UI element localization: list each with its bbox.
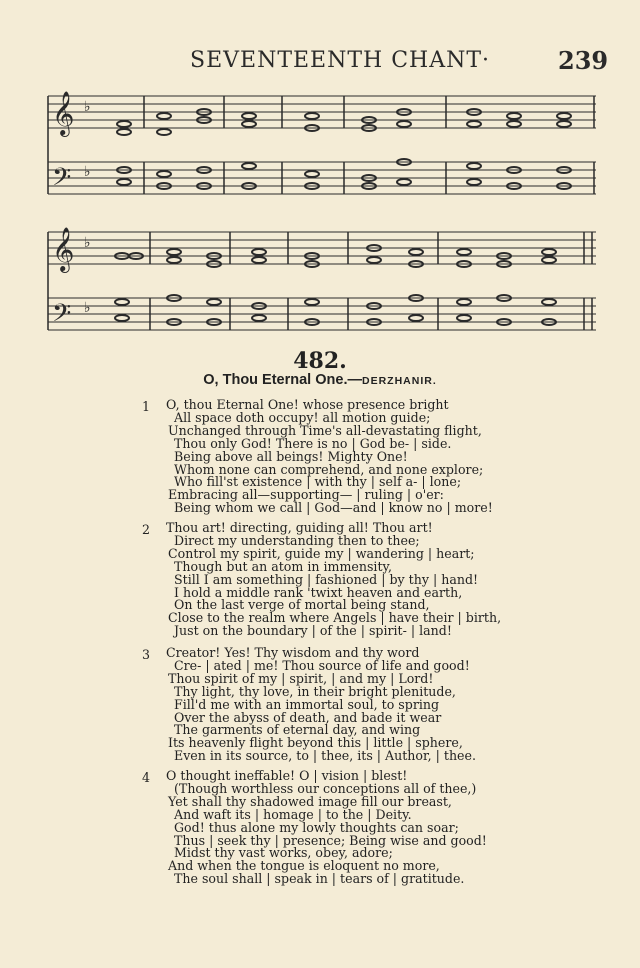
flat-icon: ♭ [84,300,91,316]
verse-line: On the last verge of mortal being stand, [174,597,430,613]
verse-line: Whom none can comprehend, and none explore; [174,461,484,477]
verse-line: O, thou Eternal One! whose presence bright [166,397,449,412]
music-system-1 [44,86,600,216]
verse-line: Being above all beings! Mighty One! [174,448,408,464]
verse-line: O thought ineffable! O | vision | blest! [166,768,408,783]
treble-staff-2 [48,232,596,264]
flat-icon: ♭ [84,235,91,251]
treble-clef-icon: 𝄞 [52,91,75,135]
verse-line: And when the tongue is eloquent no more, [168,858,440,874]
music-system-2 [44,226,600,342]
verse-line: Just on the boundary | of the | spirit- | land! [174,623,452,639]
verse-line: Fill'd me with an immortal soul, to spring [174,696,440,712]
verse-line: Creator! Yes! Thy wisdom and thy word [166,645,420,660]
verse-line: Unchanged through Time's all-devastating flight, [168,422,482,438]
page-number: 239 [558,46,609,75]
verse-line: Being whom we call | God—and | know no | more! [174,500,493,516]
verse-line: Thou art! directing, guiding all! Thou art! [166,520,433,535]
verse-line: Who fill'st existence | with thy | self a- | lone; [174,474,462,490]
bass-clef-icon: 𝄢 [52,299,72,334]
verse-line: Midst thy vast works, obey, adore; [174,845,393,861]
hymn-number: 482. [293,348,347,374]
verse-number: 4 [142,770,151,785]
verse-line: (Though worthless our conceptions all of thee,) [174,780,477,796]
verse-line: Still I am something | fashioned | by thy | hand! [174,571,479,587]
verse-2 [142,520,612,639]
verse-line: Direct my understanding then to thee; [174,532,420,548]
verse-line: Its heavenly flight beyond this | little | sphere, [168,735,463,751]
flat-icon: ♭ [84,164,91,180]
verse-line: The soul shall | speak in | tears of | gratitude. [174,871,465,887]
verse-line: Even in its source, to | thee, its | Author, | thee. [174,748,476,764]
verse-line: All space doth occupy! all motion guide; [174,409,431,425]
verse-3 [142,645,612,764]
hymn-title [0,372,640,388]
verse-line: Thou spirit of my | spirit, | and my | Lord! [168,670,434,686]
verse-line: Close to the realm where Angels | have their | birth, [168,610,502,626]
verse-line: Though but an atom in immensity, [174,558,392,574]
treble-clef-icon: 𝄞 [52,227,75,271]
running-header [0,46,640,80]
verse-line: Thy light, thy love, in their bright plenitude, [174,683,456,699]
verse-line: Cre- | ated | me! Thou source of life and good! [174,657,470,673]
flat-icon: ♭ [84,99,91,115]
verse-number: 3 [142,647,151,662]
verse-line: Thus | seek thy | presence; Being wise and good! [174,832,487,848]
bass-clef-icon: 𝄢 [52,163,72,198]
verse-4 [142,768,612,887]
verse-line: And waft its | homage | to the | Deity. [174,806,412,822]
chant-title: SEVENTEENTH CHANT· [190,48,491,73]
verse-line: Over the abyss of death, and bade it wear [174,709,442,725]
hymn-author: DERZHANIR. [361,375,437,387]
verse-line: Embracing all—supporting— | ruling | o'er: [168,487,444,503]
verse-number: 1 [142,399,151,414]
barlines-2 [48,232,592,330]
hymn-title-text: O, Thou Eternal One.— [203,372,362,388]
notes-2 [115,245,556,325]
verse-line: Control my spirit, guide my | wandering | heart; [168,545,475,561]
verse-1 [142,397,612,516]
bass-staff-2 [48,298,596,330]
verse-line: I hold a middle rank 'twixt heaven and earth, [174,584,463,600]
verse-line: The garments of eternal day, and wing [174,722,421,738]
verse-line: God! thus alone my lowly thoughts can soar; [174,819,459,835]
verse-line: Thou only God! There is no | God be- | side. [174,435,452,451]
verse-line: Yet shall thy shadowed image fill our breast, [168,793,452,809]
verse-number: 2 [142,522,151,537]
